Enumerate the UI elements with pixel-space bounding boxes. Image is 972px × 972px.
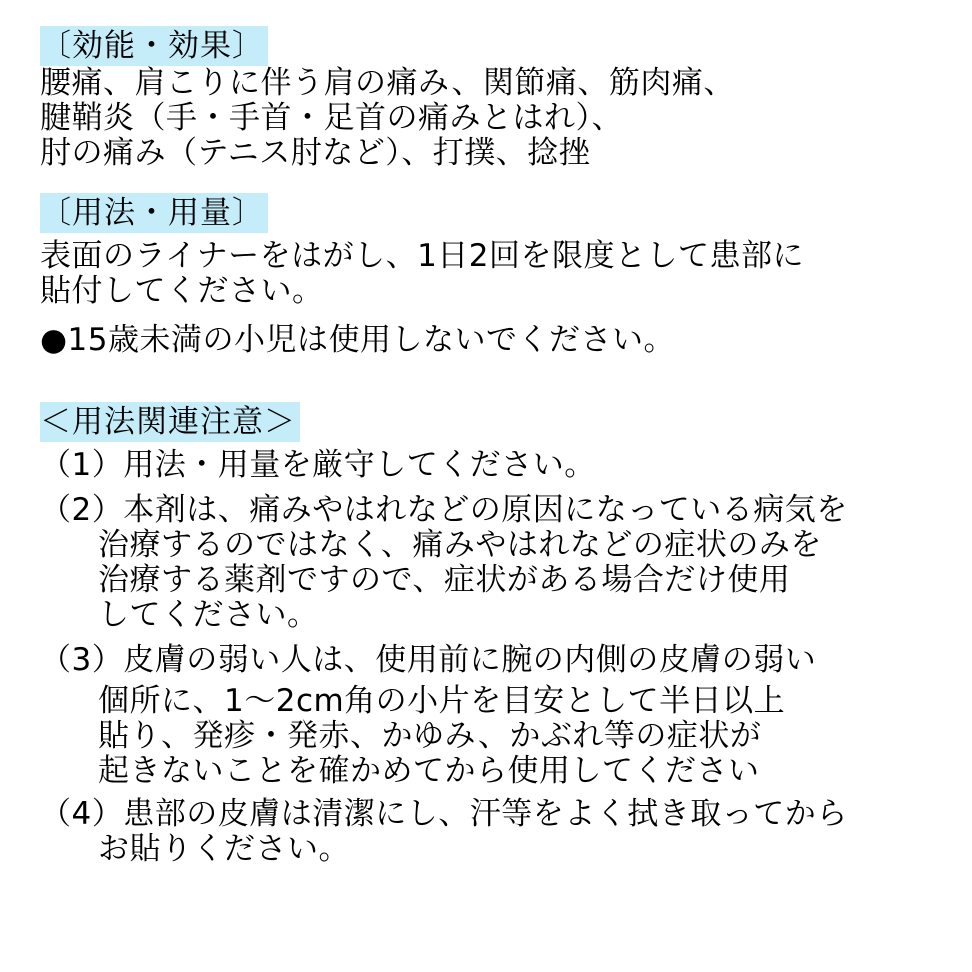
- usage-line-1: 表面のライナーをはがし、1日2回を限度として患部に: [40, 238, 805, 274]
- precautions-heading: ＜用法関連注意＞: [40, 402, 300, 442]
- precaution-item-3-cont-3: 起きないことを確かめてから使用してください: [98, 753, 760, 789]
- precaution-item-1: [40, 448, 960, 483]
- precaution-item-2: [40, 493, 960, 633]
- effects-section: [40, 26, 960, 171]
- usage-section: [40, 193, 960, 358]
- effects-heading: 〔効能・効果〕: [40, 26, 268, 66]
- precaution-item-2-cont-2: 治療する薬剤ですので、症状がある場合だけ使用: [98, 562, 791, 598]
- precaution-item-1-text: （1）用法・用量を厳守してください。: [40, 447, 596, 483]
- precaution-item-4-cont-1: お貼りください。: [98, 831, 350, 867]
- precaution-item-3: [40, 643, 960, 789]
- precaution-item-3-text: （3）皮膚の弱い人は、使用前に腕の内側の皮膚の弱い: [40, 642, 817, 678]
- usage-line-2: 貼付してください。: [40, 273, 324, 309]
- effects-line-2: 腱鞘炎（手・手首・足首の痛みとはれ）、: [40, 100, 623, 136]
- precaution-item-4: [40, 797, 960, 867]
- document-page: [40, 26, 960, 867]
- precaution-item-2-cont-3: してください。: [98, 597, 319, 633]
- precaution-item-3-cont-2: 貼り、発疹・発赤、かゆみ、かぶれ等の症状が: [98, 718, 762, 754]
- precaution-item-4-text: （4）患部の皮膚は清潔にし、汗等をよく拭き取ってから: [40, 796, 848, 832]
- precaution-item-2-text: （2）本剤は、痛みやはれなどの原因になっている病気を: [40, 492, 848, 528]
- precautions-section: [40, 402, 960, 867]
- usage-note: ●15歳未満の小児は使用しないでください。: [40, 322, 675, 358]
- precaution-item-2-cont-1: 治療するのではなく、痛みやはれなどの症状のみを: [98, 527, 822, 563]
- effects-line-1: 腰痛、肩こりに伴う肩の痛み、関節痛、筋肉痛、: [40, 65, 735, 101]
- precaution-item-3-cont-1: 個所に、1～2cm角の小片を目安として半日以上: [98, 683, 786, 719]
- effects-line-3: 肘の痛み（テニス肘など）、打撲、捻挫: [40, 135, 591, 171]
- usage-heading: 〔用法・用量〕: [40, 193, 268, 233]
